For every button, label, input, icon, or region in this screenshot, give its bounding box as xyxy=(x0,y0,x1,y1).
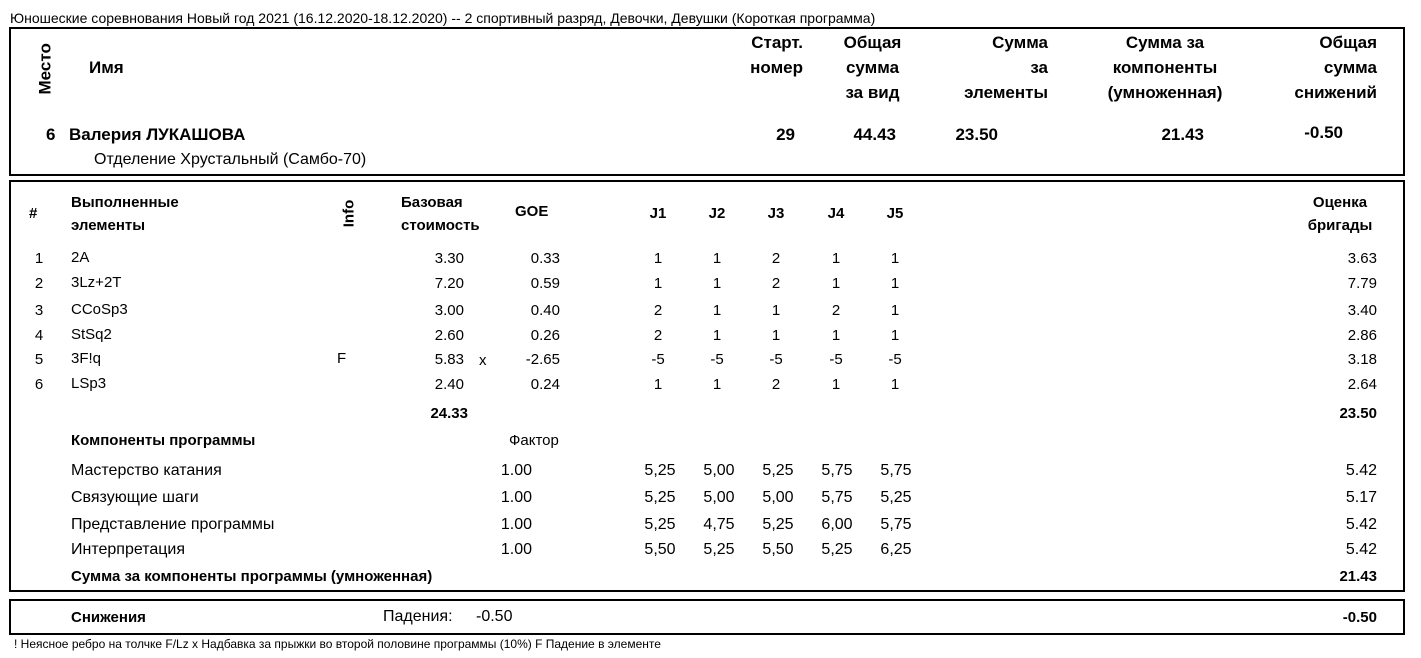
component-judge-score: 5,25 xyxy=(762,516,794,533)
element-judge-score: 1 xyxy=(831,275,841,292)
components-header: Компоненты программы xyxy=(71,432,256,449)
component-judge-score: 5,25 xyxy=(703,541,735,558)
element-judge-score: 1 xyxy=(831,376,841,393)
event-title: Юношеские соревнования Новый год 2021 (16.12.2020-18.12.2020) -- 2 спортивный разряд, Девочки, Девушки (Короткая программа) xyxy=(10,10,876,26)
skater-club: Отделение Хрустальный (Самбо-70) xyxy=(94,151,367,168)
element-judge-score: 1 xyxy=(653,250,663,267)
judge-3-header: J3 xyxy=(767,205,785,222)
base-value-total: 24.33 xyxy=(430,405,468,422)
falls-value: -0.50 xyxy=(476,608,513,625)
header-line: элементы xyxy=(964,83,1048,102)
component-judge-score: 5,75 xyxy=(821,462,853,479)
element-bonus-marker: x xyxy=(479,352,487,369)
component-factor: 1.00 xyxy=(500,541,532,558)
header-line: бригады xyxy=(1307,217,1373,234)
element-judge-score: 2 xyxy=(771,275,781,292)
component-judge-score: 5,75 xyxy=(880,516,912,533)
element-judge-score: 1 xyxy=(771,302,781,319)
element-panel-score: 2.64 xyxy=(1347,376,1377,393)
component-score: 5.42 xyxy=(1345,516,1377,533)
element-judge-score: 2 xyxy=(771,376,781,393)
footnote: ! Неясное ребро на толчке F/Lz x Надбавка за прыжки во второй половине программы (10%) F Падение в элементе xyxy=(14,637,661,651)
component-judge-score: 5,00 xyxy=(703,489,735,506)
header-line: Сумма за xyxy=(1125,33,1205,52)
component-factor: 1.00 xyxy=(500,516,532,533)
deductions-label: Снижения xyxy=(71,609,146,626)
element-goe: 0.26 xyxy=(530,327,560,344)
judge-5-header: J5 xyxy=(886,205,904,222)
component-judge-score: 5,50 xyxy=(762,541,794,558)
component-judge-score: 5,25 xyxy=(644,516,676,533)
element-judge-score: 1 xyxy=(831,250,841,267)
header-line: Выполненные xyxy=(71,194,179,211)
element-base-value: 3.30 xyxy=(434,250,464,267)
component-judge-score: 6,25 xyxy=(880,541,912,558)
element-code: StSq2 xyxy=(71,326,112,343)
element-judge-score: -5 xyxy=(829,351,843,368)
element-number: 1 xyxy=(34,250,44,267)
component-judge-score: 5,25 xyxy=(762,462,794,479)
element-judge-score: 2 xyxy=(831,302,841,319)
factor-header: Фактор xyxy=(509,432,559,449)
element-judge-score: 1 xyxy=(712,302,722,319)
element-goe: 0.24 xyxy=(530,376,560,393)
element-base-value: 7.20 xyxy=(434,275,464,292)
element-base-value: 3.00 xyxy=(434,302,464,319)
component-factor: 1.00 xyxy=(500,489,532,506)
element-judge-score: 1 xyxy=(771,327,781,344)
element-code: LSp3 xyxy=(71,375,107,392)
total-score: 44.43 xyxy=(853,125,896,144)
component-judge-score: 5,75 xyxy=(821,489,853,506)
element-judge-score: -5 xyxy=(651,351,665,368)
element-base-value: 2.40 xyxy=(434,376,464,393)
header-line: Общая xyxy=(843,33,902,52)
element-panel-score: 3.63 xyxy=(1347,250,1377,267)
elements-score-total: 23.50 xyxy=(1339,405,1377,422)
component-judge-score: 4,75 xyxy=(703,516,735,533)
executed-elements-header xyxy=(71,191,179,237)
component-judge-score: 5,00 xyxy=(762,489,794,506)
component-judge-score: 5,25 xyxy=(644,489,676,506)
name-header: Имя xyxy=(89,58,124,77)
components-sum-label: Сумма за компоненты программы (умноженная) xyxy=(71,568,433,585)
judge-2-header: J2 xyxy=(708,205,726,222)
components-sum: 21.43 xyxy=(1339,568,1377,585)
header-line: Сумма xyxy=(992,33,1048,52)
element-judge-score: 1 xyxy=(712,275,722,292)
element-judge-score: 2 xyxy=(771,250,781,267)
deductions-header xyxy=(1270,30,1377,105)
component-score: 5.42 xyxy=(1345,541,1377,558)
element-judge-score: 1 xyxy=(890,302,900,319)
start-number-header xyxy=(720,30,803,80)
element-number: 5 xyxy=(34,351,44,368)
component-judge-score: 5,50 xyxy=(644,541,676,558)
element-judge-score: 2 xyxy=(653,302,663,319)
element-number: 2 xyxy=(34,275,44,292)
element-judge-score: 2 xyxy=(653,327,663,344)
component-judge-score: 5,25 xyxy=(821,541,853,558)
elements-score: 23.50 xyxy=(955,125,998,144)
header-line: Общая xyxy=(1319,33,1377,52)
component-judge-score: 5,00 xyxy=(703,462,735,479)
element-judge-score: -5 xyxy=(710,351,724,368)
header-line: сумма xyxy=(1323,58,1377,77)
component-factor: 1.00 xyxy=(500,462,532,479)
header-line: (умноженная) xyxy=(1107,83,1223,102)
element-goe: 0.33 xyxy=(530,250,560,267)
num-header: # xyxy=(29,205,38,222)
header-line: за xyxy=(1030,58,1048,77)
component-score: 5.17 xyxy=(1345,489,1377,506)
element-judge-score: 1 xyxy=(712,376,722,393)
header-line: номер xyxy=(750,58,803,77)
element-goe: 0.40 xyxy=(530,302,560,319)
falls-label: Падения: xyxy=(383,608,453,625)
component-judge-score: 5,25 xyxy=(880,489,912,506)
component-name: Связующие шаги xyxy=(71,489,199,506)
place-header: Место xyxy=(35,43,55,95)
header-line: стоимость xyxy=(401,217,480,234)
element-code: CCoSp3 xyxy=(71,301,128,318)
goe-header: GOE xyxy=(515,203,549,220)
element-code: 2A xyxy=(71,249,90,266)
components-score-header xyxy=(1095,30,1235,105)
element-goe: 0.59 xyxy=(530,275,560,292)
component-judge-score: 6,00 xyxy=(821,516,853,533)
deductions-score: -0.50 xyxy=(1304,123,1343,142)
element-judge-score: -5 xyxy=(888,351,902,368)
header-line: компоненты xyxy=(1112,58,1218,77)
element-base-value: 2.60 xyxy=(434,327,464,344)
skater-place: 6 xyxy=(46,125,56,144)
element-judge-score: -5 xyxy=(769,351,783,368)
header-line: элементы xyxy=(71,217,146,234)
header-line: Старт. xyxy=(751,33,803,52)
component-name: Мастерство катания xyxy=(71,462,222,479)
start-number: 29 xyxy=(776,125,795,144)
component-judge-score: 5,75 xyxy=(880,462,912,479)
header-line: Базовая xyxy=(401,194,463,211)
deductions-box xyxy=(9,599,1405,635)
header-line: снижений xyxy=(1294,83,1377,102)
element-panel-score: 2.86 xyxy=(1347,327,1377,344)
elements-score-header xyxy=(940,30,1048,105)
component-name: Интерпретация xyxy=(71,541,186,558)
element-judge-score: 1 xyxy=(653,376,663,393)
element-number: 4 xyxy=(34,327,44,344)
header-line: за вид xyxy=(845,83,900,102)
element-panel-score: 3.18 xyxy=(1347,351,1377,368)
element-number: 3 xyxy=(34,302,44,319)
element-judge-score: 1 xyxy=(712,327,722,344)
header-line: Оценка xyxy=(1312,194,1368,211)
element-goe: -2.65 xyxy=(525,351,560,368)
element-code: 3F!q xyxy=(71,350,102,367)
component-name: Представление программы xyxy=(71,516,275,533)
element-base-value: 5.83 xyxy=(434,351,464,368)
info-header: Info xyxy=(340,199,358,228)
element-panel-score: 7.79 xyxy=(1347,275,1377,292)
element-judge-score: 1 xyxy=(890,275,900,292)
judge-4-header: J4 xyxy=(827,205,845,222)
component-score: 5.42 xyxy=(1345,462,1377,479)
judge-1-header: J1 xyxy=(649,205,667,222)
element-judge-score: 1 xyxy=(831,327,841,344)
skater-name: Валерия ЛУКАШОВА xyxy=(69,125,246,144)
element-judge-score: 1 xyxy=(890,376,900,393)
component-judge-score: 5,25 xyxy=(644,462,676,479)
deductions-total: -0.50 xyxy=(1342,609,1377,626)
element-judge-score: 1 xyxy=(890,327,900,344)
total-score-header xyxy=(830,30,915,105)
element-judge-score: 1 xyxy=(890,250,900,267)
base-value-header xyxy=(401,191,480,237)
element-panel-score: 3.40 xyxy=(1347,302,1377,319)
element-judge-score: 1 xyxy=(653,275,663,292)
element-code: 3Lz+2T xyxy=(71,274,122,291)
element-info: F xyxy=(337,350,347,367)
header-line: сумма xyxy=(845,58,900,77)
element-number: 6 xyxy=(34,376,44,393)
panel-score-header xyxy=(1295,191,1385,237)
element-judge-score: 1 xyxy=(712,250,722,267)
components-score: 21.43 xyxy=(1161,125,1204,144)
